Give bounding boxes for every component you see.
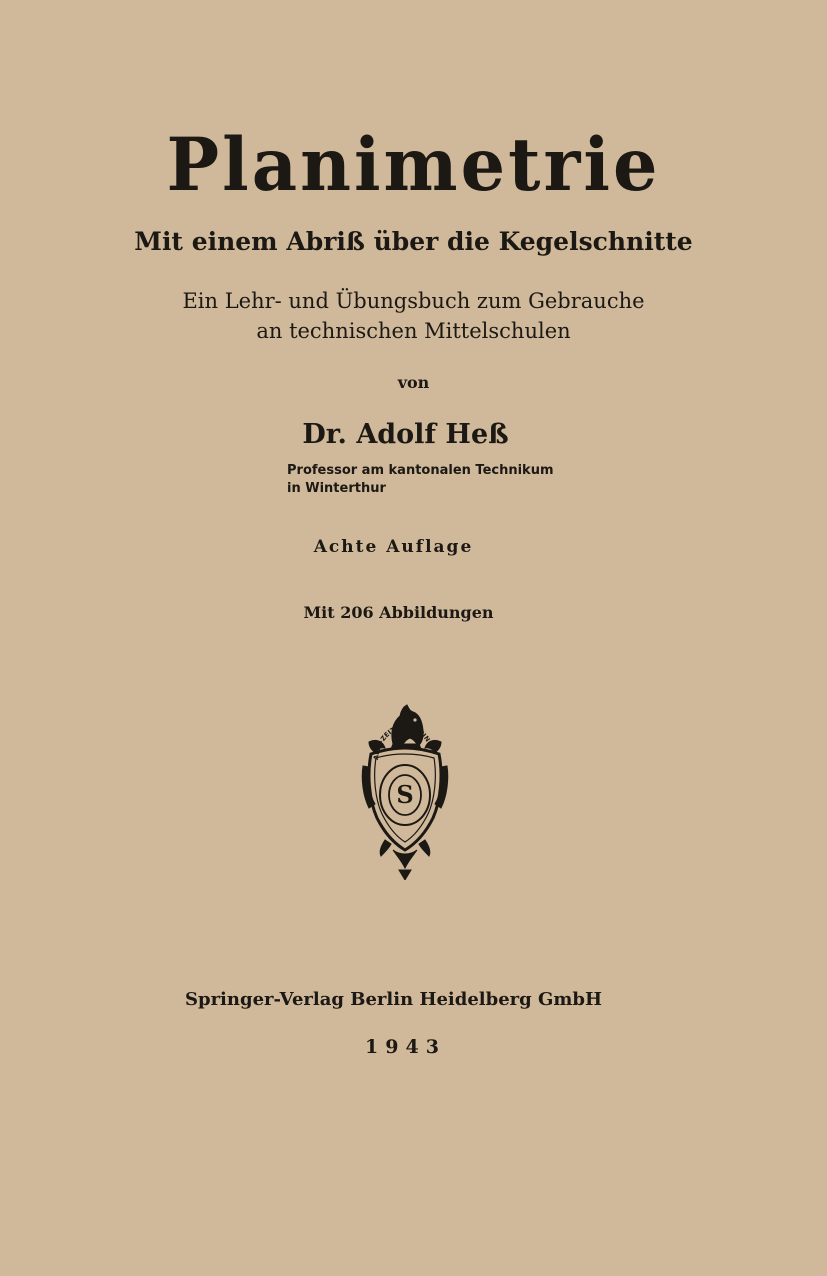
- figures-note: Mit 206 Abbildungen: [303, 603, 494, 622]
- book-description: [0, 286, 827, 346]
- publisher-name: Springer-Verlag Berlin Heidelberg GmbH: [184, 989, 602, 1010]
- book-title: Planimetrie: [166, 120, 661, 209]
- book-subtitle: Mit einem Abriß über die Kegelschnitte: [134, 227, 693, 256]
- springer-chess-knight-logo: [355, 704, 455, 880]
- by-label: von: [397, 373, 430, 392]
- author-name: Dr. Adolf Heß: [302, 419, 509, 450]
- description-line-2: an technischen Mittelschulen: [256, 319, 571, 343]
- emblem-monogram: S: [396, 780, 414, 809]
- emblem-ring-text: ALTE·ZEIT·1842·JUNG·: [372, 722, 436, 761]
- description-line-1: Ein Lehr- und Übungsbuch zum Gebrauche: [182, 289, 645, 313]
- author-affiliation: [287, 462, 554, 498]
- edition-label: Achte Auflage: [313, 537, 474, 557]
- author-location: in Winterthur: [287, 481, 386, 496]
- publication-year: 1943: [365, 1036, 446, 1058]
- author-position: Professor am kantonalen Technikum: [287, 463, 554, 478]
